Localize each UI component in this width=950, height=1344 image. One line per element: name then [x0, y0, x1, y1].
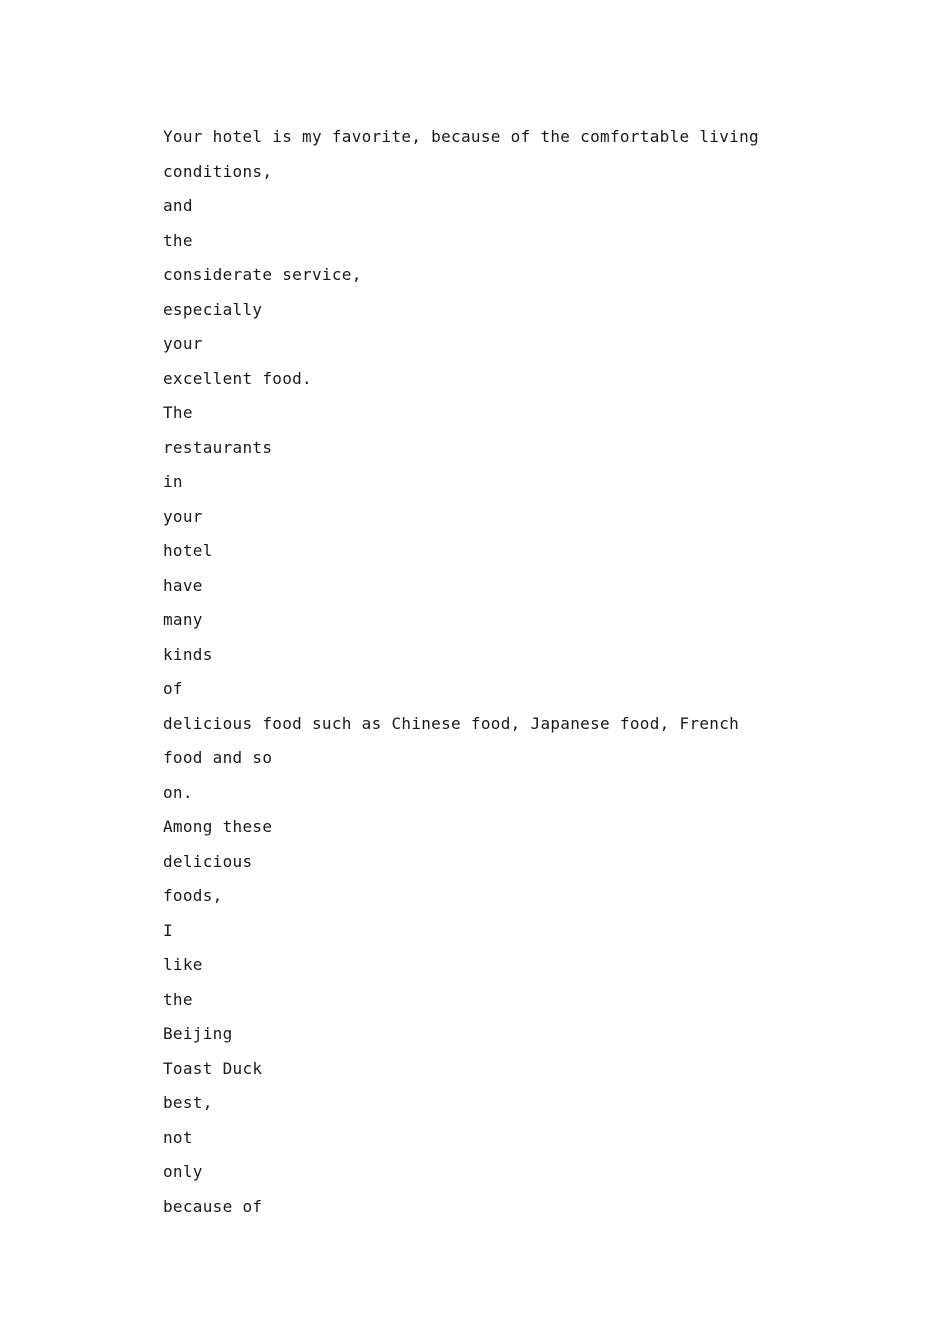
text-line: The — [163, 403, 193, 422]
text-line: best, — [163, 1093, 213, 1112]
text-line: Beijing — [163, 1024, 233, 1043]
text-line: Your hotel is my favorite, because of the comfortable living — [163, 127, 759, 146]
text-line: have — [163, 575, 203, 595]
text-line: restaurants — [163, 437, 273, 457]
text-line: delicious — [163, 851, 253, 871]
text-line: not — [163, 1127, 193, 1147]
text-line: only — [163, 1162, 203, 1181]
text-line: like — [163, 955, 203, 974]
text-line: foods, — [163, 886, 223, 905]
text-line: in — [163, 472, 183, 491]
text-line: on. — [163, 782, 193, 802]
text-line: hotel — [163, 541, 213, 560]
text-line: food and so — [163, 748, 273, 767]
text-line: especially — [163, 299, 263, 319]
text-line: delicious food such as Chinese food, Japanese food, French — [163, 713, 740, 733]
text-line: many — [163, 610, 203, 629]
text-line: because of — [163, 1196, 263, 1216]
text-line: Among these — [163, 817, 273, 836]
text-line: kinds — [163, 644, 213, 664]
text-line: the — [163, 230, 193, 250]
text-line: excellent food. — [163, 368, 312, 388]
text-line: and — [163, 196, 193, 215]
text-line: I — [163, 920, 173, 940]
text-line: of — [163, 679, 183, 698]
text-line: the — [163, 989, 193, 1009]
text-line: conditions, — [163, 161, 273, 181]
text-line: your — [163, 506, 203, 526]
text-line: your — [163, 334, 203, 353]
text-line: Toast Duck — [163, 1058, 263, 1078]
document-body — [163, 120, 803, 1224]
text-line: considerate service, — [163, 265, 362, 284]
